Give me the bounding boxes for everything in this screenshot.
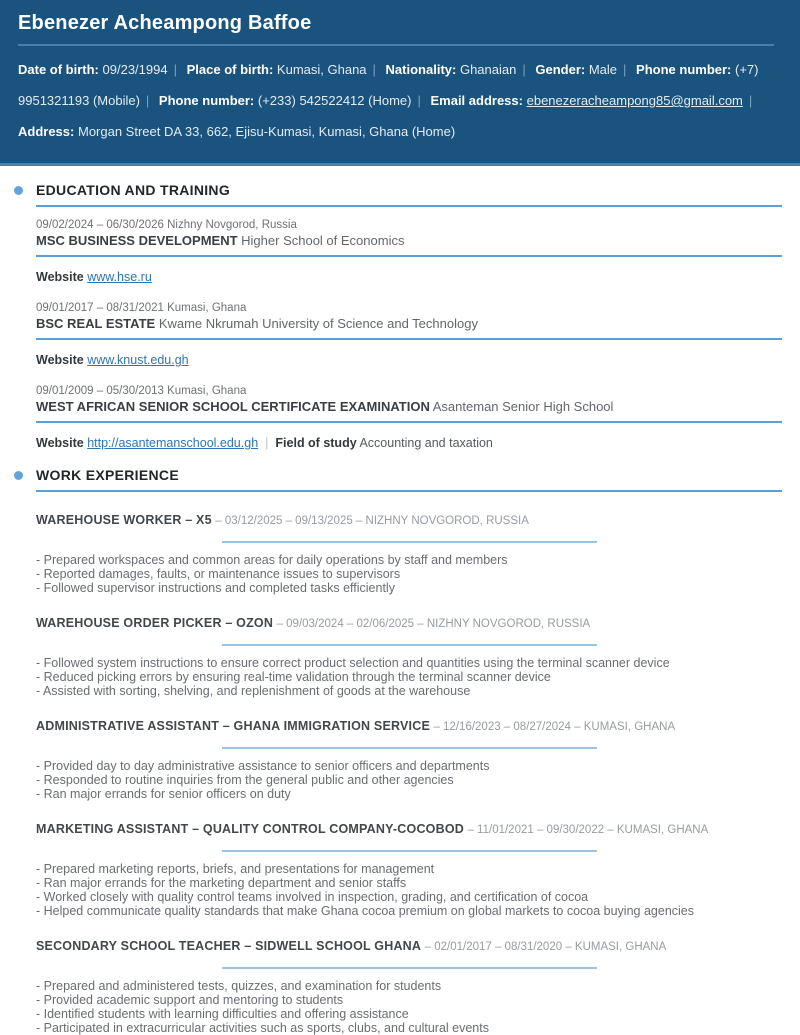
section-title: EDUCATION AND TRAINING [36, 182, 231, 198]
field-separator: | [145, 93, 150, 108]
education-period: 09/01/2009 – 05/30/2013 Kumasi, Ghana [36, 385, 247, 397]
job-bullet: - Prepared and administered tests, quizzes, and examination for students [36, 979, 442, 993]
circle-bullet-icon [14, 186, 23, 195]
field-value: (+233) 542522412 (Home) [257, 93, 412, 108]
field-label: Phone number: [158, 93, 255, 108]
section-title: WORK EXPERIENCE [36, 467, 179, 483]
job-title: WAREHOUSE ORDER PICKER – OZON [36, 616, 274, 630]
field-email [430, 93, 742, 108]
field-separator: | [748, 93, 753, 108]
job-bullet: - Ran major errands for senior officers on duty [36, 787, 291, 801]
field-date-of-birth [18, 62, 168, 77]
website-label: Website [36, 353, 84, 367]
job-entry [36, 938, 782, 1035]
job-title: ADMINISTRATIVE ASSISTANT – GHANA IMMIGRATION SERVICE [36, 719, 430, 733]
job-meta: – 03/12/2025 – 09/13/2025 – NIZHNY NOVGOROD, RUSSIA [215, 515, 529, 527]
job-divider [222, 644, 597, 646]
education-entry [36, 301, 782, 340]
job-bullet: - Ran major errands for the marketing department and senior staffs [36, 876, 407, 890]
field-label: Email address: [430, 93, 523, 108]
job-divider [222, 850, 597, 852]
job-divider [222, 541, 597, 543]
header-divider [18, 44, 774, 46]
institution-name: Higher School of Economics [241, 233, 405, 248]
job-bullet: - Reduced picking errors by ensuring real-time validation through the terminal scanner device [36, 670, 551, 684]
website-line [36, 435, 782, 451]
job-title-line [36, 718, 782, 735]
institution-name: Kwame Nkrumah University of Science and Technology [158, 316, 478, 331]
job-bullet: - Prepared workspaces and common areas for daily operations by staff and members [36, 553, 508, 567]
job-title-line [36, 615, 782, 632]
job-divider [222, 967, 597, 969]
website-link[interactable]: http://asantemanschool.edu.gh [87, 436, 259, 450]
education-title-line [36, 398, 782, 415]
degree-title: WEST AFRICAN SENIOR SCHOOL CERTIFICATE EXAMINATION [36, 399, 430, 414]
field-gender [535, 62, 617, 77]
job-meta: – 12/16/2023 – 08/27/2024 – KUMASI, GHANA [433, 721, 676, 733]
field-of-study-label: Field of study [275, 436, 357, 450]
education-title-line [36, 315, 782, 332]
field-label: Address: [18, 124, 75, 139]
job-title-line [36, 938, 782, 955]
education-period: 09/02/2024 – 06/30/2026 Nizhny Novgorod, Russia [36, 219, 297, 231]
education-entry [36, 218, 782, 257]
field-value: Kumasi, Ghana [276, 62, 367, 77]
website-link[interactable]: www.knust.edu.gh [87, 353, 189, 367]
institution-name: Asanteman Senior High School [432, 399, 614, 414]
field-address [18, 124, 455, 139]
job-bullet: - Reported damages, faults, or maintenance issues to supervisors [36, 567, 401, 581]
field-separator: | [265, 436, 269, 450]
field-separator: | [623, 62, 627, 77]
degree-title: BSC REAL ESTATE [36, 316, 156, 331]
field-label: Place of birth: [186, 62, 274, 77]
field-value: Morgan Street DA 33, 662, Ejisu-Kumasi, Kumasi, Ghana (Home) [77, 124, 456, 139]
job-bullet: - Responded to routine inquiries from the general public and other agencies [36, 773, 454, 787]
job-title: WAREHOUSE WORKER – X5 [36, 513, 212, 527]
job-bullet: - Identified students with learning difficulties and offering assistance [36, 1007, 409, 1021]
job-bullet: - Followed supervisor instructions and completed tasks efficiently [36, 581, 395, 595]
personal-info [18, 54, 774, 147]
field-separator: | [173, 62, 177, 77]
website-label: Website [36, 270, 84, 284]
job-bullet: - Provided day to day administrative assistance to senior officers and departments [36, 759, 490, 773]
education-period: 09/01/2017 – 08/31/2021 Kumasi, Ghana [36, 302, 247, 314]
education-title-line [36, 232, 782, 249]
circle-bullet-icon [14, 471, 23, 480]
cv-body [0, 182, 800, 1035]
field-value: Male [588, 62, 618, 77]
field-value: (+7) 9951321193 (Mobile) [18, 62, 759, 108]
job-bullets [36, 759, 782, 801]
website-link[interactable]: www.hse.ru [87, 270, 152, 284]
field-label: Gender: [535, 62, 586, 77]
job-entry [36, 821, 782, 918]
field-nationality [386, 62, 517, 77]
job-bullet: - Worked closely with quality control teams involved in inspection, grading, and certification of cocoa [36, 890, 589, 904]
job-bullet: - Participated in extracurricular activities such as sports, clubs, and cultural events [36, 1021, 489, 1035]
field-label: Phone number: [636, 62, 732, 77]
job-title-line [36, 512, 782, 529]
person-name: Ebenezer Acheampong Baffoe [18, 12, 312, 34]
website-label: Website [36, 436, 84, 450]
field-value: Ghanaian [459, 62, 517, 77]
job-bullets [36, 656, 782, 698]
field-place-of-birth [187, 62, 367, 77]
job-divider [222, 747, 597, 749]
job-meta: – 11/01/2021 – 09/30/2022 – KUMASI, GHANA [467, 824, 709, 836]
education-entry [36, 384, 782, 423]
field-label: Date of birth: [18, 62, 99, 77]
job-bullet: - Prepared marketing reports, briefs, and presentations for management [36, 862, 435, 876]
job-bullet: - Assisted with sorting, shelving, and replenishment of goods at the warehouse [36, 684, 471, 698]
job-meta: – 09/03/2024 – 02/06/2025 – NIZHNY NOVGOROD, RUSSIA [276, 618, 591, 630]
field-of-study-value: Accounting and taxation [359, 436, 493, 450]
field-value: 09/23/1994 [102, 62, 168, 77]
field-separator: | [417, 93, 421, 108]
job-bullet: - Helped communicate quality standards that make Ghana cocoa premium on global markets to cocoa buying agencies [36, 904, 694, 918]
field-separator: | [522, 62, 526, 77]
website-line [36, 269, 782, 285]
job-bullets [36, 862, 782, 918]
email-link[interactable]: ebenezeracheampong85@gmail.com [526, 93, 743, 108]
field-phone-home [159, 93, 412, 108]
degree-title: MSC BUSINESS DEVELOPMENT [36, 233, 238, 248]
job-bullet: - Provided academic support and mentoring to students [36, 993, 344, 1007]
section-education-heading [36, 182, 782, 207]
job-title-line [36, 821, 782, 838]
website-line [36, 352, 782, 368]
job-bullets [36, 979, 782, 1035]
job-bullets [36, 553, 782, 595]
section-work-heading [36, 467, 782, 492]
field-label: Nationality: [385, 62, 457, 77]
job-title: MARKETING ASSISTANT – QUALITY CONTROL COMPANY-COCOBOD [36, 822, 464, 836]
cv-header [0, 0, 800, 166]
job-bullet: - Followed system instructions to ensure correct product selection and quantities using the terminal scanner device [36, 656, 670, 670]
job-title: SECONDARY SCHOOL TEACHER – SIDWELL SCHOOL GHANA [36, 939, 422, 953]
job-entry [36, 718, 782, 801]
job-meta: – 02/01/2017 – 08/31/2020 – KUMASI, GHANA [424, 941, 667, 953]
job-entry [36, 615, 782, 698]
job-entry [36, 512, 782, 595]
field-separator: | [372, 62, 376, 77]
